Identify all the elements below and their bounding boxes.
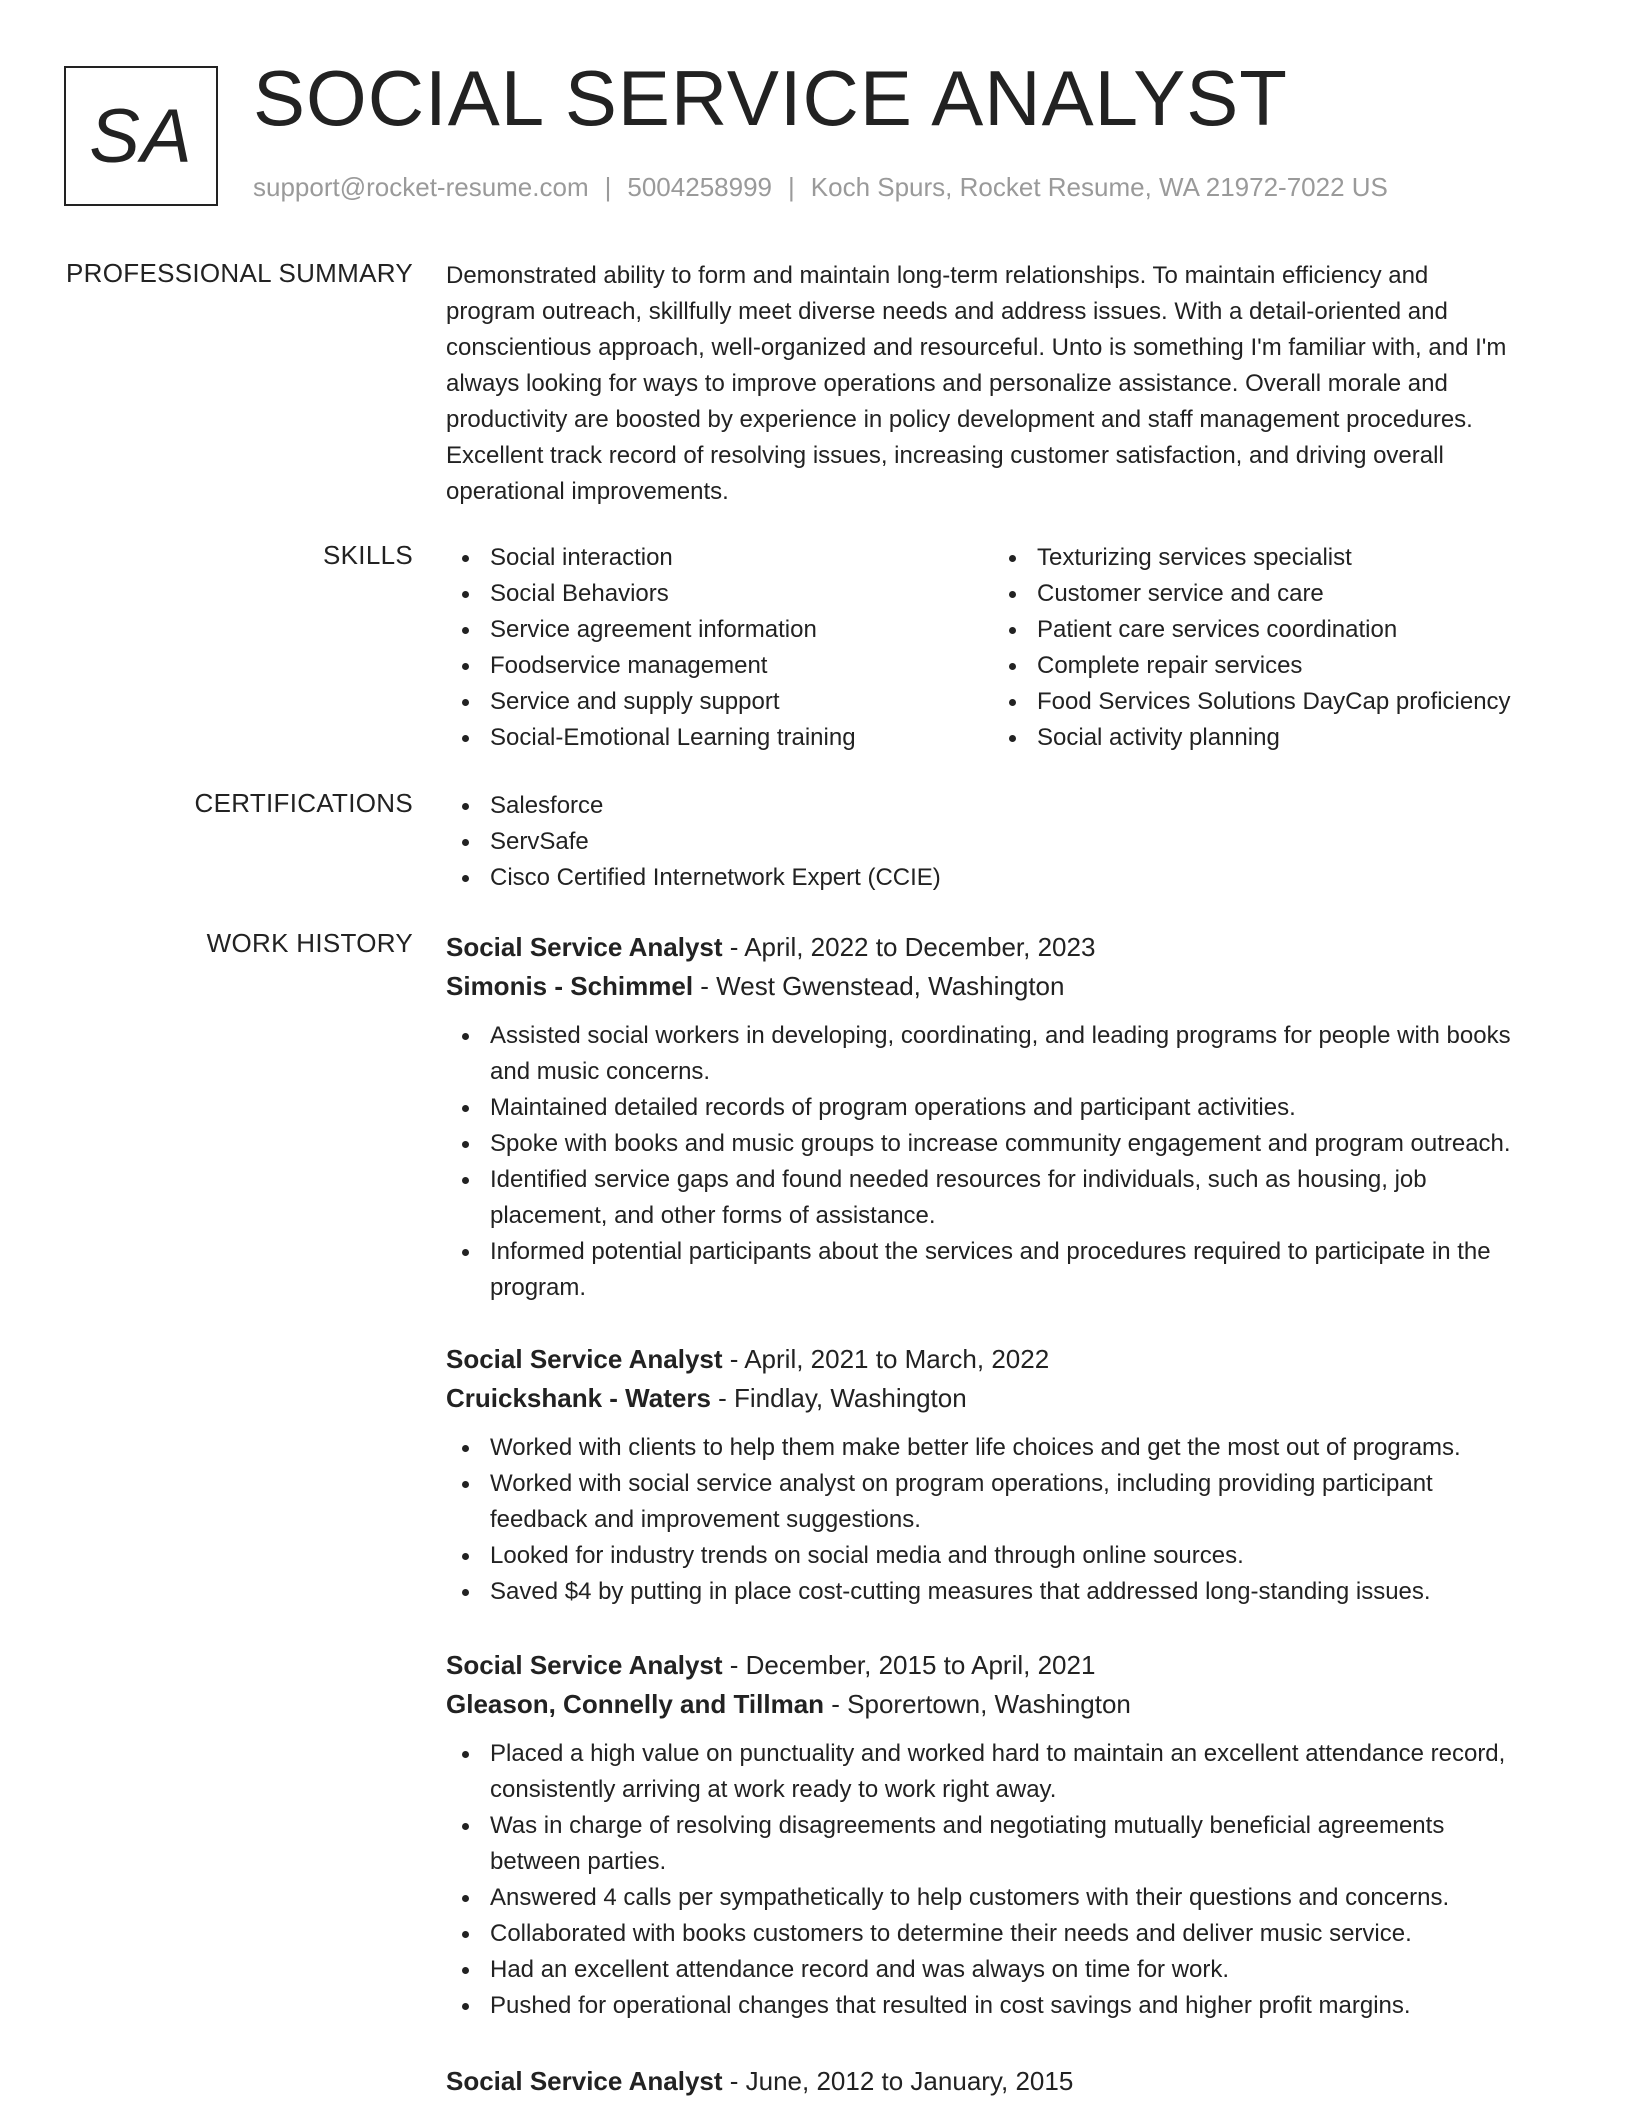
summary-line: always looking for ways to improve operations and personalize assistance. Overall morale and (446, 370, 1448, 397)
skills-list-left (446, 540, 993, 756)
summary-line: productivity are boosted by experience in policy development and staff management procedures. (446, 406, 1473, 433)
job-duty: Identified service gaps and found needed resources for individuals, such as housing, job placement, and other forms of assistance. (446, 1162, 1566, 1234)
certification-item: Salesforce (446, 788, 1566, 824)
job-title-line (446, 928, 1566, 967)
contact-separator: | (604, 172, 612, 202)
job-duty: Maintained detailed records of program operations and participant activities. (446, 1090, 1566, 1126)
skill-item: Foodservice management (446, 648, 993, 684)
job-duty: Looked for industry trends on social media and through online sources. (446, 1538, 1566, 1574)
job-title: Social Service Analyst (446, 932, 723, 962)
job-duty: Pushed for operational changes that resulted in cost savings and higher profit margins. (446, 1988, 1566, 2024)
summary-line: program outreach, skillfully meet diverse needs and address issues. With a detail-oriented and (446, 298, 1448, 325)
job-company-line (446, 1379, 1566, 1418)
certification-item: ServSafe (446, 824, 1566, 860)
skill-item: Social interaction (446, 540, 993, 576)
job-dates: - June, 2012 to January, 2015 (722, 2066, 1074, 2096)
summary-line: conscientious approach, well-organized and resourceful. Unto is something I'm familiar with, and I'm (446, 334, 1507, 361)
skill-item: Service agreement information (446, 612, 993, 648)
skills-body (446, 540, 1566, 756)
summary-line: Demonstrated ability to form and maintain long-term relationships. To maintain efficiency and (446, 262, 1429, 289)
job-title-line (446, 1646, 1566, 1685)
job-duty: Saved $4 by putting in place cost-cutting measures that addressed long-standing issues. (446, 1574, 1566, 1610)
job-duties-list (446, 1736, 1566, 2024)
job-title: Social Service Analyst (446, 1344, 723, 1374)
job-title-line (446, 2062, 1566, 2101)
job-company-line (446, 1685, 1566, 1724)
skills-heading: SKILLS (323, 540, 413, 570)
job-title: Social Service Analyst (446, 2066, 723, 2096)
job-dates: - December, 2015 to April, 2021 (722, 1650, 1096, 1680)
job-company-line (446, 967, 1566, 1006)
certifications-body (446, 788, 1566, 896)
job-duties-list (446, 1018, 1566, 1306)
job-duty: Collaborated with books customers to determine their needs and deliver music service. (446, 1916, 1566, 1952)
job-company: Cruickshank - Waters (446, 1383, 711, 1413)
job-location: - West Gwenstead, Washington (693, 971, 1065, 1001)
job-duty: Spoke with books and music groups to increase community engagement and program outreach. (446, 1126, 1566, 1162)
skill-item: Complete repair services (993, 648, 1553, 684)
job-location: - Findlay, Washington (710, 1383, 967, 1413)
job-duty: Answered 4 calls per sympathetically to help customers with their questions and concerns. (446, 1880, 1566, 1916)
skills-list-right (993, 540, 1553, 756)
job-company: Simonis - Schimmel (446, 971, 694, 1001)
skill-item: Customer service and care (993, 576, 1553, 612)
job-duty: Had an excellent attendance record and was always on time for work. (446, 1952, 1566, 1988)
job-dates: - April, 2022 to December, 2023 (722, 932, 1096, 962)
certifications-list (446, 788, 1566, 896)
summary-body (446, 258, 1566, 510)
summary-line: operational improvements. (446, 478, 729, 505)
monogram-logo: SA (64, 66, 218, 206)
job-company: Gleason, Connelly and Tillman (446, 1689, 825, 1719)
job-duty: Assisted social workers in developing, coordinating, and leading programs for people with books and music concerns. (446, 1018, 1566, 1090)
work-history-heading: WORK HISTORY (206, 928, 413, 958)
skill-item: Social Behaviors (446, 576, 993, 612)
job-duty: Was in charge of resolving disagreements and negotiating mutually beneficial agreements between parties. (446, 1808, 1566, 1880)
job-location: - Sporertown, Washington (824, 1689, 1131, 1719)
contact-line (253, 172, 1388, 203)
job-dates: - April, 2021 to March, 2022 (722, 1344, 1050, 1374)
contact-separator: | (788, 172, 795, 202)
job-title-line (446, 1340, 1566, 1379)
skill-item: Social activity planning (993, 720, 1553, 756)
job-duty: Placed a high value on punctuality and worked hard to maintain an excellent attendance record, consistently arriving at work ready to work right away. (446, 1736, 1566, 1808)
skill-item: Service and supply support (446, 684, 993, 720)
job-duty: Worked with clients to help them make better life choices and get the most out of programs. (446, 1430, 1566, 1466)
summary-line: Excellent track record of resolving issues, increasing customer satisfaction, and driving overall (446, 442, 1444, 469)
summary-heading: PROFESSIONAL SUMMARY (66, 258, 413, 288)
skill-item: Food Services Solutions DayCap proficiency (993, 684, 1553, 720)
certification-item: Cisco Certified Internetwork Expert (CCIE) (446, 860, 1566, 896)
job-duty: Worked with social service analyst on program operations, including providing participant feedback and improvement suggestions. (446, 1466, 1566, 1538)
contact-address: Koch Spurs, Rocket Resume, WA 21972-7022 US (810, 172, 1388, 202)
contact-email[interactable]: support@rocket-resume.com (253, 172, 589, 202)
job-duties-list (446, 1430, 1566, 1610)
skill-item: Patient care services coordination (993, 612, 1553, 648)
job-title: Social Service Analyst (446, 1650, 723, 1680)
page-title: SOCIAL SERVICE ANALYST (253, 54, 1288, 142)
contact-phone[interactable]: 5004258999 (627, 172, 772, 202)
skill-item: Texturizing services specialist (993, 540, 1553, 576)
certifications-heading: CERTIFICATIONS (194, 788, 413, 818)
job-duty: Informed potential participants about the services and procedures required to participate in the program. (446, 1234, 1566, 1306)
skill-item: Social-Emotional Learning training (446, 720, 993, 756)
